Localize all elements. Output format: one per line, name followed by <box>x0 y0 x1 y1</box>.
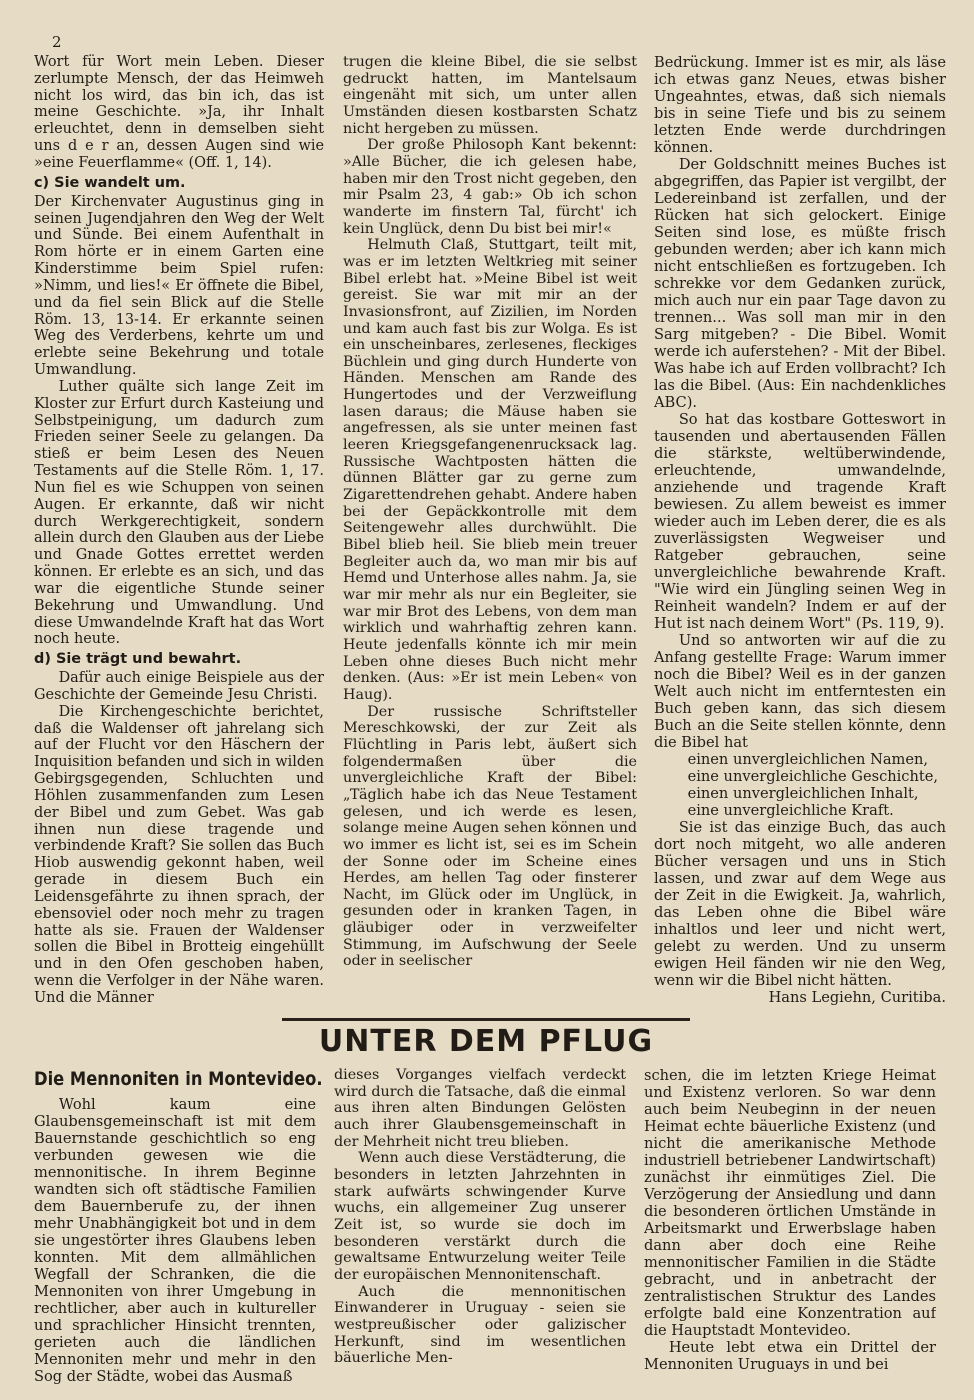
verse-line: eine unvergleichliche Geschichte, <box>687 768 939 785</box>
paragraph: Die Kirchengeschichte berichtet, daß die Waldenser oft jahrelang sich auf der Flucht vor den Häschern der Inquisition befanden und sich in wilden Gebirgsgegenden, Schluchten und Höhlen zusammenfanden zum Lesen der Bibel und zum Gebet. Was gab ihnen nun diese tragende und verbindende Kraft? Sie sollen das Buch Hiob auswendig gekonnt haben, weil gerade in diesem Buch ein Leidensgefährte zu ihnen sprach, der ebensoviel oder noch mehr zu tragen hatte als sie. Frauen der Waldenser sollen die Bibel in Brotteig eingehüllt und in den Ofen geschoben haben, wenn die Verfolger in der Nähe waren. Und die Männer <box>34 703 324 1006</box>
article-column-1 <box>34 54 324 1008</box>
article-column-6 <box>644 1067 936 1385</box>
paragraph: Auch die mennonitischen Einwanderer in Uruguay - seien sie westpreußischer oder galizischer Herkunft, sind im wesentlichen bäuerliche Men- <box>334 1283 626 1367</box>
paragraph: Luther quälte sich lange Zeit im Kloster zur Erfurt durch Kasteiung und Selbstpeinigung, um dadurch zum Frieden seiner Seele zu gelangen. Da stieß er beim Lesen des Neuen Testaments auf die Stelle Röm. 1, 17. Nun fiel es wie Schuppen von seinen Augen. Er erkannte, daß wir nicht durch Werkgerechtigkeit, sondern allein durch den Glauben aus der Liebe und Gnade Gottes errettet werden können. Er erlebte es an sich, und das war die eigentliche Stunde seiner Bekehrung und Umwandlung. Und diese Umwandelnde Kraft hat das Wort noch heute. <box>34 378 324 648</box>
section-heading: d) Sie trägt und bewahrt. <box>34 651 242 668</box>
author-signature: Hans Legiehn, Curitiba. <box>768 989 946 1006</box>
article-column-4 <box>34 1096 316 1384</box>
paragraph: schen, die im letzten Kriege Heimat und Existenz verloren. So war denn auch beim Neubeginn in der neuen Heimat echte bäuerliche Existenz (und nicht die amerikanische Methode industriell betriebener Landwirtschaft) zunächst ihr einmütiges Ziel. Die Verzögerung der Ansiedlung und dann die besonderen örtlichen Umstände in Arbeitsmarkt und Erwerbslage haben dann aber doch eine Reihe mennonitischer Familien in die Städte gebracht, und in anbetracht der zentralistischen Struktur des Landes erfolgte bald eine Konzentration auf die Hauptstadt Montevideo. <box>644 1067 936 1339</box>
paragraph: Der russische Schriftsteller Mereschkowski, der zur Zeit als Flüchtling in Paris lebt, äußert sich folgendermaßen über die unvergleichliche Kraft der Bibel: „Täglich habe ich das Neue Testament gelesen, und ich werde es lesen, solange meine Augen sehen können und wo immer es licht ist, sei es im Schein der Sonne oder im Scheine eines Herdes, am hellen Tag oder finsterer Nacht, im Glück oder im Unglück, in gesunden oder in kranken Tagen, in gläubiger oder in verzweifelter Stimmung, im Aufschwung der Seele oder in seelischer <box>343 703 637 970</box>
verse-line: einen unvergleichlichen Namen, <box>687 751 929 768</box>
paragraph: Wenn auch diese Verstädterung, die besonders in letzten Jahrzehnten in stark aufwärts schwingender Kurve wuchs, ein allgemeiner Zug unserer Zeit ist, so wurde sie doch im besonderen verstärkt durch die gewaltsame Entwurzelung weiter Teile der europäischen Mennonitenschaft. <box>334 1150 626 1283</box>
section-heading: c) Sie wandelt um. <box>34 174 186 191</box>
paragraph: Der Goldschnitt meines Buches ist abgegriffen, das Papier ist vergilbt, der Ledereinband ist zerfallen, und der Rücken hat sich gelockert. Einige Seiten sind lose, es müßte frisch gebunden werden; aber ich kann mich nicht entschließen es fortzugeben. Ich schrekke vor dem Gedanken zurück, mich auch nur ein paar Tage davon zu trennen... Was soll man mir in den Sarg mitgeben? - Die Bibel. Womit werde ich auferstehen? - Mit der Bibel. Was habe ich auf Erden vollbracht? Ich las die Bibel. (Aus: Ein nachdenkliches ABC). <box>654 156 946 411</box>
paragraph: Der große Philosoph Kant bekennt: »Alle Bücher, die ich gelesen habe, haben mir den Trost nicht gegeben, den mir Psalm 23, 4 gab:» Ob ich schon wanderte im finstern Tal, fürcht' ich kein Unglück, denn Du bist bei mir!« <box>343 137 637 237</box>
verse-line: eine unvergleichliche Kraft. <box>687 802 894 819</box>
article-column-5 <box>334 1067 626 1385</box>
paragraph: dieses Vorganges vielfach verdeckt wird durch die Tatsache, daß die einmal aus ihren alten Bindungen Gelösten auch ihrer Glaubensgemeinschaft in der Mehrheit nicht treu blieben. <box>334 1067 626 1150</box>
verse-line: einen unvergleichlichen Inhalt, <box>687 785 919 802</box>
paragraph: So hat das kostbare Gotteswort in tausenden und abertausenden Fällen die stärkste, weltüberwindende, erleuchtende, umwandelnde, anziehende und tragende Kraft bewiesen. Zu allem beweist es immer wieder auch im Leben derer, die es als zuverlässigsten Wegweiser und Ratgeber gebrauchen, seine unvergleichliche bewahrende Kraft. "Wie wird ein Jüngling seinen Weg in Reinheit wandeln? Indem er auf der Hut ist nach deinem Wort" (Ps. 119, 9). <box>654 411 946 632</box>
paragraph: trugen die kleine Bibel, die sie selbst gedruckt hatten, im Mantelsaum eingenäht mit sich, um unter allen Umständen diesen kostbarsten Schatz nicht hergeben zu müssen. <box>343 54 637 137</box>
paragraph: Wort für Wort mein Leben. Dieser zerlumpte Mensch, der das Heimweh nicht los wird, das bin ich, das ist meine Geschichte. »Ja, ihr Inhalt erleuchtet, denn in demselben sieht uns d e r an, dessen Augen sind wie »eine Feuerflamme« (Off. 1, 14). <box>34 54 324 171</box>
section-divider <box>282 1018 690 1021</box>
article-column-3 <box>654 54 946 1008</box>
paragraph: Helmuth Claß, Stuttgart, teilt mit, was er im letzten Weltkrieg mit seiner Bibel erlebt hat. »Meine Bibel ist weit gereist. Sie war mit mir an der Invasionsfront, auf Zizilien, im Norden und kam auch fast bis zur Wolga. Es ist ein unscheinbares, zerlesenes, fleckiges Büchlein und ging durch Hunderte von Händen. Menschen am Rande des Hungertodes und der Verzweiflung lasen daraus; die Mäuse haben sie angefressen, als sie unter meinen fast leeren Kriegsgefangenenrucksack lag. Russische Wachtposten hätten die dünnen Blätter gar zu gerne zum Zigarettendrehen gehabt. Andere haben bei der Gepäckkontrolle mit dem Seitengewehr alles durchwühlt. Die Bibel blieb heil. Sie blieb mein treuer Begleiter auch da, wo man mir bis auf Hemd und Unterhose alles nahm. Ja, sie war mir mehr als nur ein Begleiter, sie war mir Brot des Lebens, von dem man wirklich und wahrhaftig zehren kann. Heute jedenfalls könnte ich mir mein Leben ohne dieses Buch nicht mehr denken. (Aus: »Er ist mein Leben« von Haug). <box>343 237 637 703</box>
paragraph: Sie ist das einzige Buch, das auch dort noch mitgeht, wo alle anderen Bücher versagen und uns in Stich lassen, und zwar auf dem Wege aus der Zeit in die Ewigkeit. Ja, wahrlich, das Leben ohne die Bibel wäre inhaltlos und leer und nicht wert, gelebt zu werden. Und zu unserm ewigen Heil fänden wir nie den Weg, wenn wir die Bibel nicht hätten. <box>654 819 946 989</box>
article-column-2 <box>343 54 637 1008</box>
section-banner: UNTER DEM PFLUG <box>318 1024 654 1059</box>
paragraph: Der Kirchenvater Augustinus ging in seinen Jugendjahren den Weg der Welt und Sünde. Bei einem Aufenthalt in Rom hörte er in einem Garten eine Kinderstimme beim Spiel rufen: »Nimm, und lies!« Er öffnete die Bibel, und da fiel sein Blick auf die Stelle Röm. 13, 13-14. Er erkannte seinen Weg des Verderbens, kehrte um und erlebte seine Bekehrung und totale Umwandlung. <box>34 193 324 379</box>
paragraph: Bedrückung. Immer ist es mir, als läse ich etwas ganz Neues, etwas bisher Ungeahntes, etwas, daß sich niemals bis in seine Tiefe und bis zu seinem letzten Ende werde durchdringen können. <box>654 54 946 156</box>
paragraph: Und so antworten wir auf die zu Anfang gestellte Frage: Warum immer noch die Bibel? Weil es in der ganzen Welt auch nicht im entferntesten ein Buch geben kann, das sich diesem Buch an die Seite stellen könnte, denn die Bibel hat <box>654 632 946 751</box>
article-subheading: Die Mennoniten in Montevideo. <box>34 1068 323 1090</box>
paragraph: Wohl kaum eine Glaubensgemeinschaft ist mit dem Bauernstande geschichtlich so eng verbunden gewesen wie die mennonitische. In ihrem Beginne wandten sich oft städtische Familien dem Bauernberufe zu, der ihnen mehr Unabhängigkeit bot und in dem sie ungestörter ihres Glaubens leben konnten. Mit dem allmählichen Wegfall der Schranken, die die Mennoniten von ihrer Umgebung in rechtlicher, aber auch in kultureller und sprachlicher Hinsicht trennten, gerieten auch die ländlichen Mennoniten mehr und mehr in den Sog der Städte, wobei das Ausmaß <box>34 1096 316 1384</box>
paragraph: Dafür auch einige Beispiele aus der Geschichte der Gemeinde Jesu Christi. <box>34 670 324 703</box>
paragraph: Heute lebt etwa ein Drittel der Mennoniten Uruguays in und bei <box>644 1339 936 1373</box>
page-number: 2 <box>52 33 62 51</box>
